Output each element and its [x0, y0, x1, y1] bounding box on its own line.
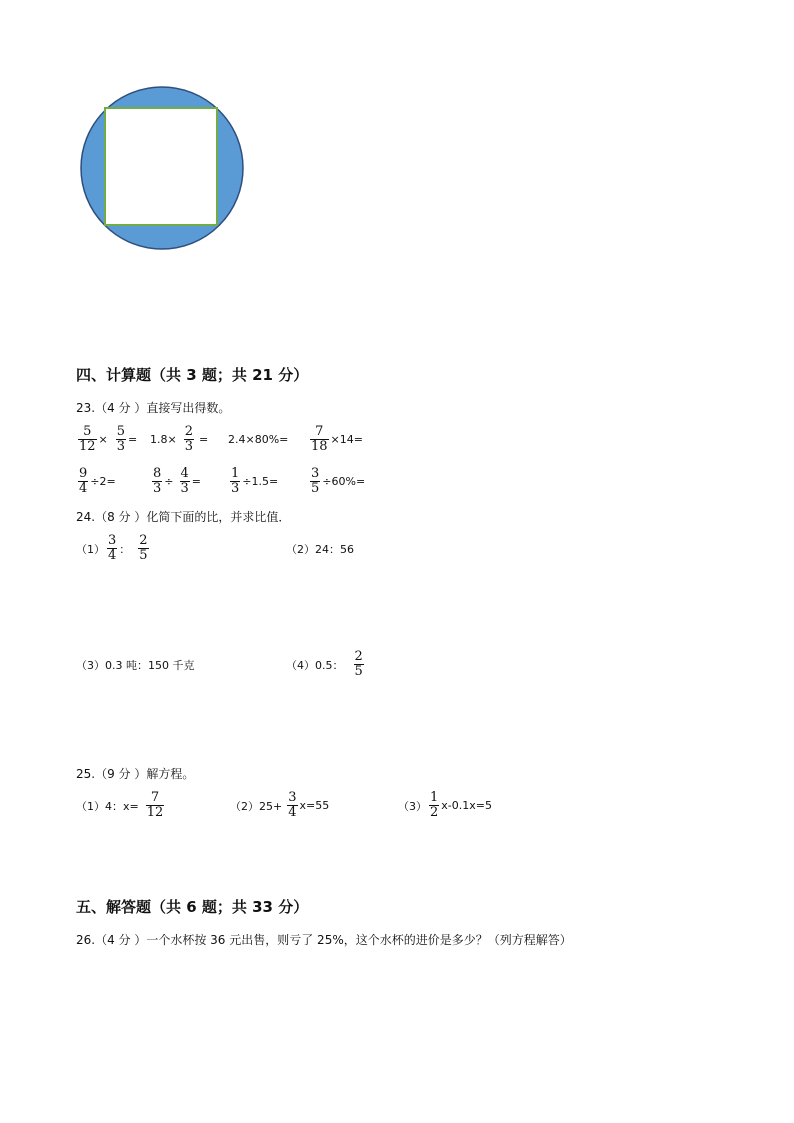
q24-part-3: [76, 657, 194, 673]
expression-text: x-0.1x=5: [441, 799, 492, 812]
fraction: $\frac{8}{3}$: [153, 466, 162, 496]
fraction: $\frac{2}{3}$: [184, 424, 193, 454]
q24-part-4: [286, 650, 366, 679]
part-label: （1）4：x=: [76, 799, 139, 813]
q25-part-3: [398, 791, 492, 820]
section-5-title: 五、解答题（共 6 题；共 33 分）: [76, 898, 309, 916]
operator: ×: [98, 433, 108, 446]
fraction: $\frac{2}{5}$: [139, 533, 148, 563]
equals: =: [199, 433, 209, 446]
q24-part-1: [76, 534, 151, 563]
q23-item-4: [308, 425, 363, 454]
fraction: $\frac{3}{5}$: [311, 466, 320, 496]
expression-text: ÷1.5=: [242, 475, 279, 488]
q25-title: 25.（9 分 ）解方程。: [76, 767, 195, 781]
q25-part-1: [76, 791, 166, 820]
part-label: （4）0.5：: [286, 658, 344, 672]
operator: ÷: [164, 475, 174, 488]
equals: =: [128, 433, 138, 446]
expression-text: ÷60%=: [322, 475, 366, 488]
fraction: $\frac{9}{4}$: [79, 466, 88, 496]
part-label: （1）: [76, 542, 105, 556]
q25-part-2: [230, 791, 329, 820]
part-label: （3）: [398, 799, 427, 813]
q23-item-3: [228, 433, 288, 446]
expression-text: 1.8×: [150, 433, 177, 446]
q23-item-8: [308, 467, 365, 496]
fraction: $\frac{7}{12}$: [146, 790, 164, 820]
equals: =: [191, 475, 201, 488]
fraction: $\frac{3}{4}$: [108, 533, 117, 563]
expression-text: 2.4×80%=: [228, 433, 289, 446]
inscribed-square: [105, 108, 217, 225]
fraction: $\frac{7}{18}$: [311, 424, 328, 454]
q23-item-5: [76, 467, 116, 496]
q26-text: 26.（4 分 ）一个水杯按 36 元出售，则亏了 25%，这个水杯的进价是多少？（列方程解答）: [76, 933, 572, 947]
section-4-title: 四、计算题（共 3 题；共 21 分）: [76, 366, 309, 384]
circle-square-figure: [78, 84, 246, 252]
q24-title: 24.（8 分 ）化简下面的比，并求比值．: [76, 510, 291, 524]
fraction: $\frac{5}{3}$: [116, 424, 126, 454]
part-label: （2）25+: [230, 799, 283, 813]
expression-text: ×14=: [330, 433, 363, 446]
q23-item-7: [228, 467, 278, 496]
fraction: $\frac{5}{12}$: [79, 424, 96, 454]
fraction: $\frac{1}{3}$: [231, 466, 240, 496]
fraction: $\frac{4}{3}$: [180, 466, 189, 496]
ratio-colon: ：: [119, 542, 131, 556]
expression-text: ÷2=: [90, 475, 116, 488]
q23-item-6: [150, 467, 201, 496]
fraction: $\frac{3}{4}$: [288, 790, 297, 820]
part-text: （3）0.3 吨：150 千克: [76, 659, 195, 672]
q23-item-1: [76, 425, 137, 454]
fraction: $\frac{2}{5}$: [354, 649, 363, 679]
q23-title: 23.（4 分 ）直接写出得数。: [76, 401, 231, 415]
expression-text: x=55: [299, 799, 330, 812]
part-text: （2）24：56: [286, 543, 354, 556]
q23-item-2: [150, 425, 208, 454]
fraction: $\frac{1}{2}$: [430, 790, 439, 820]
q24-part-2: [286, 541, 354, 557]
